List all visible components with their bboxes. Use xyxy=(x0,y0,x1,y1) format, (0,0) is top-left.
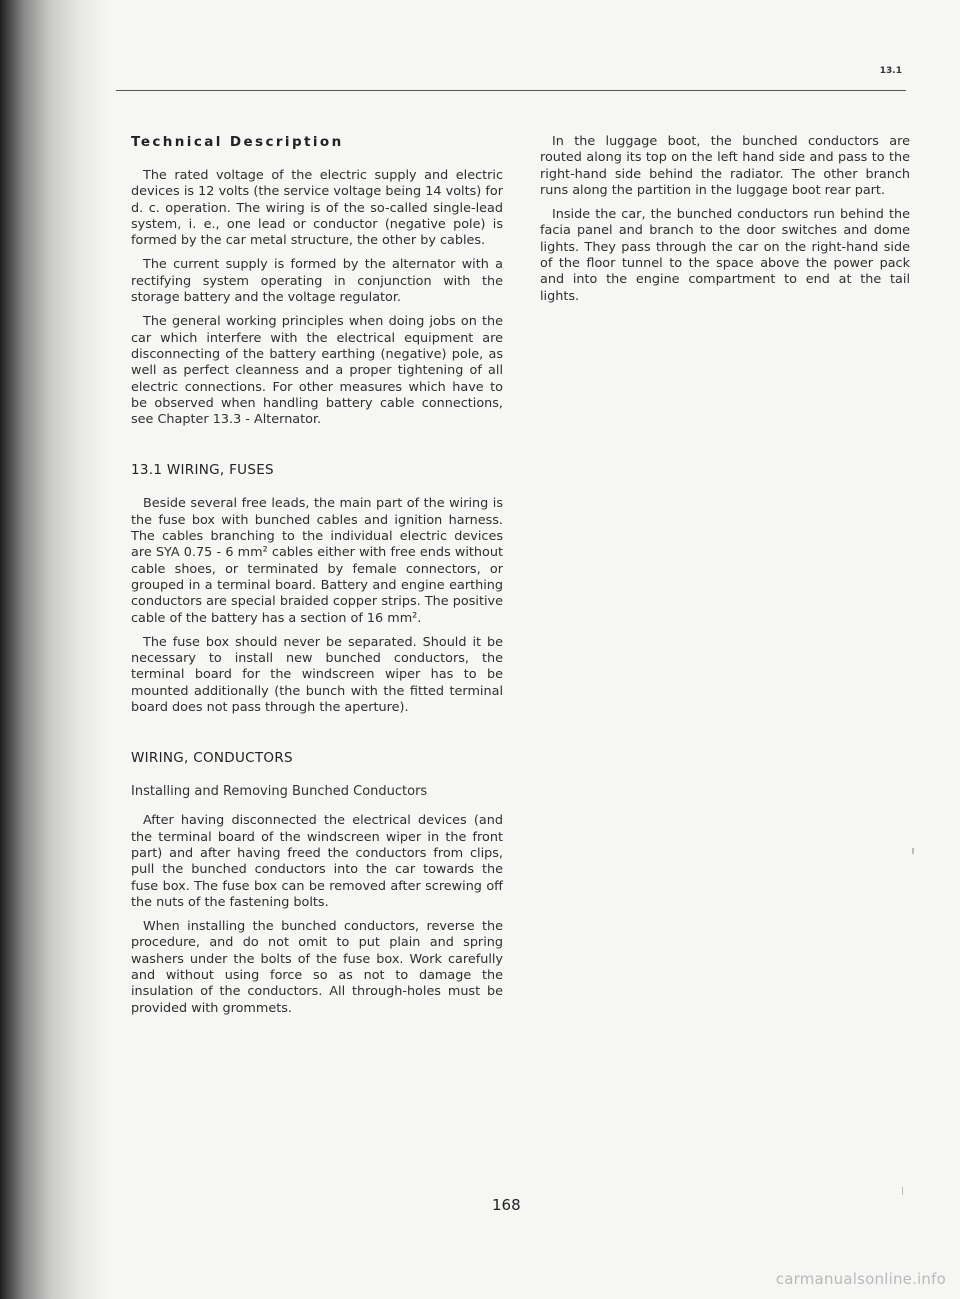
page-number: 168 xyxy=(492,1196,521,1214)
intro-paragraph: The general working principles when doing jobs on the car which interfere with the electrical equipment are disconnecting of the battery earthing (negative) pole, as well as perfect cleanness and a proper tightening of all electric connections. For other measures which have to be observed when handling battery cable connections, see Chapter 13.3 - Alternator. xyxy=(131,314,503,428)
spacer xyxy=(131,724,503,750)
intro-paragraph: The rated voltage of the electric supply and electric devices is 12 volts (the service voltage being 14 volts) for d. c. operation. The wiring is of the so-called single-lead system, i. e., one lead or conductor (negative pole) is formed by the car metal structure, the other by cables. xyxy=(131,168,503,249)
header-rule xyxy=(116,90,906,91)
inside-car-paragraph: Inside the car, the bunched conductors run behind the facia panel and branch to the door switches and dome lights. They pass through the car on the right-hand side of the floor tunnel to the space above the power pack and into the engine compartment to end at the tail lights. xyxy=(540,207,910,304)
intro-paragraph: The current supply is formed by the alternator with a rectifying system operating in conjunction with the storage battery and the voltage regulator. xyxy=(131,257,503,306)
luggage-boot-paragraph: In the luggage boot, the bunched conductors are routed along its top on the left hand side and pass to the right-hand side behind the radiator. The other branch runs along the partition in the luggage boot rear part. xyxy=(540,134,910,198)
section-paragraph: The fuse box should never be separated. Should it be necessary to install new bunched conductors, the terminal board for the windscreen wiper has to be mounted additionally (the bunch with the fitted terminal board does not pass through the aperture). xyxy=(131,634,503,716)
installing-removing-heading: Installing and Removing Bunched Conductors xyxy=(131,784,428,800)
spacer xyxy=(131,436,503,462)
scan-speck xyxy=(912,848,914,854)
left-column xyxy=(131,134,503,1025)
wiring-fuses-heading: 13.1 WIRING, FUSES xyxy=(131,462,274,479)
wiring-conductors-heading: WIRING, CONDUCTORS xyxy=(131,750,293,767)
right-column xyxy=(540,134,910,313)
section-paragraph: Beside several free leads, the main part of the wiring is the fuse box with bunched cables and ignition harness. The cables branching to the individual electric devices are SYA 0.75 - 6 mm² cables either with free ends without cable shoes, or terminated by female connectors, or grouped in a terminal board. Battery and engine earthing conductors are special braided copper strips. The positive cable of the battery has a section of 16 mm². xyxy=(131,496,503,626)
technical-description-heading: Technical Description xyxy=(131,134,344,150)
watermark: carmanualsonline.info xyxy=(775,1270,946,1288)
subsection-paragraph: When installing the bunched conductors, reverse the procedure, and do not omit to put plain and spring washers under the bolts of the fuse box. Work carefully and without using force so as not to damage the insulation of the conductors. All through-holes must be provided with grommets. xyxy=(131,919,503,1016)
scan-speck xyxy=(902,1187,903,1195)
page-edge-shadow xyxy=(0,0,110,1299)
header-section-number: 13.1 xyxy=(879,66,902,76)
subsection-paragraph: After having disconnected the electrical devices (and the terminal board of the windscreen wiper in the front part) and after having freed the conductors from clips, pull the bunched conductors into the car towards the fuse box. The fuse box can be removed after screwing off the nuts of the fastening bolts. xyxy=(131,813,503,910)
